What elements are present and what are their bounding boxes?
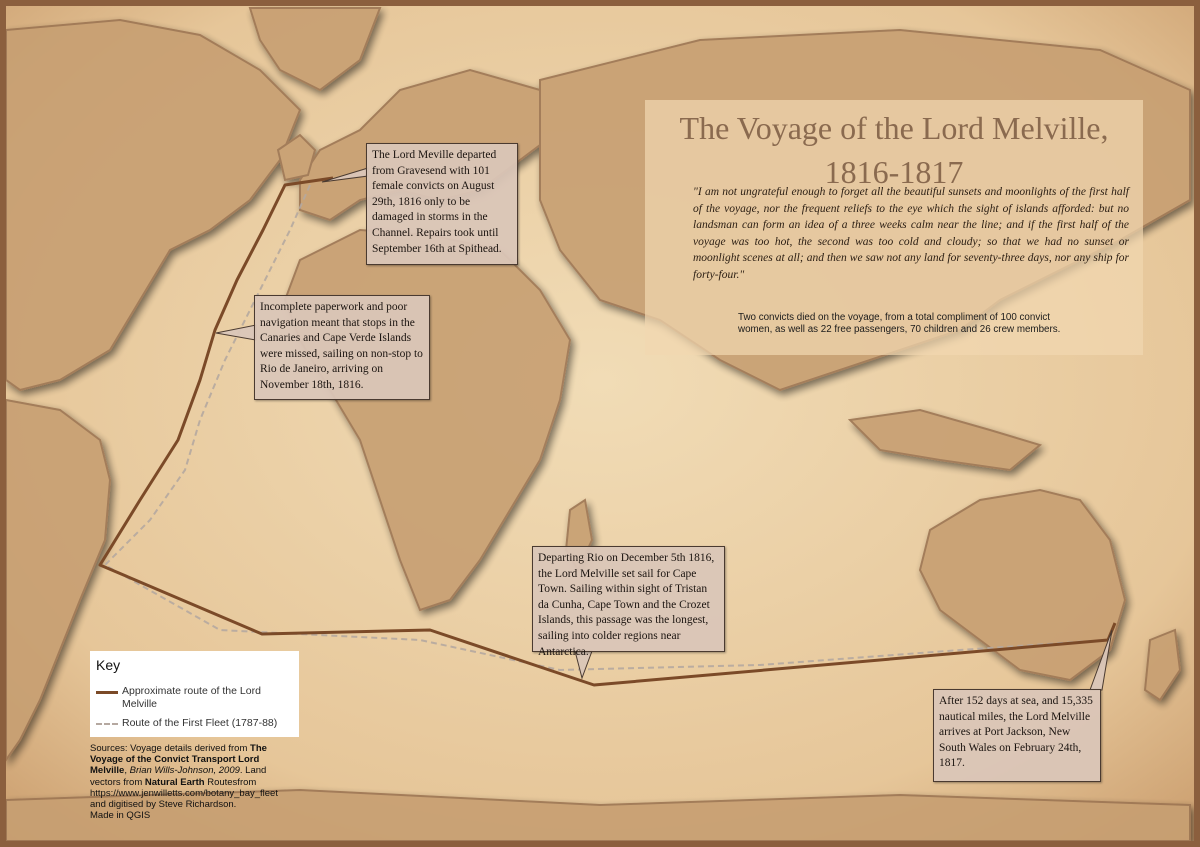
sources-author: Brian Wills-Johnson, 2009: [129, 765, 240, 777]
sources-routes-text: Routesfrom: [204, 776, 257, 788]
title-panel: [645, 100, 1143, 355]
sources-text: Sources: Voyage details derived from The Voyage of the Convict Transport Lord Melville, Brian Wills-Johnson, 2009. Land vectors from Natural Earth Routesfrom https://www.jenwilletts.com/botany_bay_fleet and digitised by Steve Richardson. Made in QGIS: [90, 743, 278, 822]
quote-text: "I am not ungrateful enough to forget all the beautiful sunsets and moonlights of the first half of the voyage, nor the frequent reliefs to the eye which the sight of islands afforded: but no landsman can form an idea of a three weeks calm near the line; and if the first half of the voyage was too hot, the second was too cold and cloudy; so that we had no sunset or moonlight scenes at all; and then we saw not any land for seventy-three days, nor any ship for forty-four.": [693, 186, 1129, 281]
map-title: [645, 106, 1143, 194]
key-swatch-melville: [96, 691, 118, 694]
title-line-2: 1816-1817: [824, 154, 964, 190]
key-label-first-fleet: Route of the First Fleet (1787-88): [122, 717, 278, 729]
callout-rio: Departing Rio on December 5th 1816, the Lord Melville set sail for Cape Town. Sailing within sight of Tristan da Cunha, Cape Town and the Crozet Islands, this passage was the longest, sailing into colder regions near Antarctica.: [532, 546, 725, 652]
sources-natural-earth: Natural Earth: [144, 776, 205, 788]
voyage-note: Two convicts died on the voyage, from a total compliment of 100 convict women, as well as 22 free passengers, 70 children and 26 crew members.: [738, 312, 1061, 336]
sources-digitised: and digitised by Steve Richardson.: [90, 799, 237, 811]
sources-land-text: . Land vectors from: [90, 765, 267, 788]
map-key: [90, 651, 299, 737]
title-line-1: The Voyage of the Lord Melville,: [679, 110, 1109, 146]
sources-url: https://www.jenwilletts.com/botany_bay_fleet: [90, 787, 278, 799]
key-label-melville: Approximate route of the Lord Melville: [122, 685, 261, 710]
callout-atlantic: Incomplete paperwork and poor navigation meant that stops in the Canaries and Cape Verde Islands were missed, sailing on non-stop to Rio de Janeiro, arriving on November 18th, 1816.: [254, 295, 430, 400]
key-swatch-first-fleet: [96, 723, 118, 725]
sources-prefix: Sources: Voyage details derived from: [90, 743, 251, 754]
key-title: Key: [96, 657, 121, 673]
callout-gravesend: The Lord Meville departed from Gravesend with 101 female convicts on August 29th, 1816 only to be damaged in storms in the Channel. Repairs took until September 16th at Spithead.: [366, 143, 518, 265]
sources-made-in: Made in QGIS: [90, 810, 151, 822]
sources-book-title: The Voyage of the Convict Transport Lord Melville: [90, 743, 267, 777]
callout-arrival: After 152 days at sea, and 15,335 nautical miles, the Lord Melville arrives at Port Jackson, New South Wales on February 24th, 1817.: [933, 689, 1101, 782]
